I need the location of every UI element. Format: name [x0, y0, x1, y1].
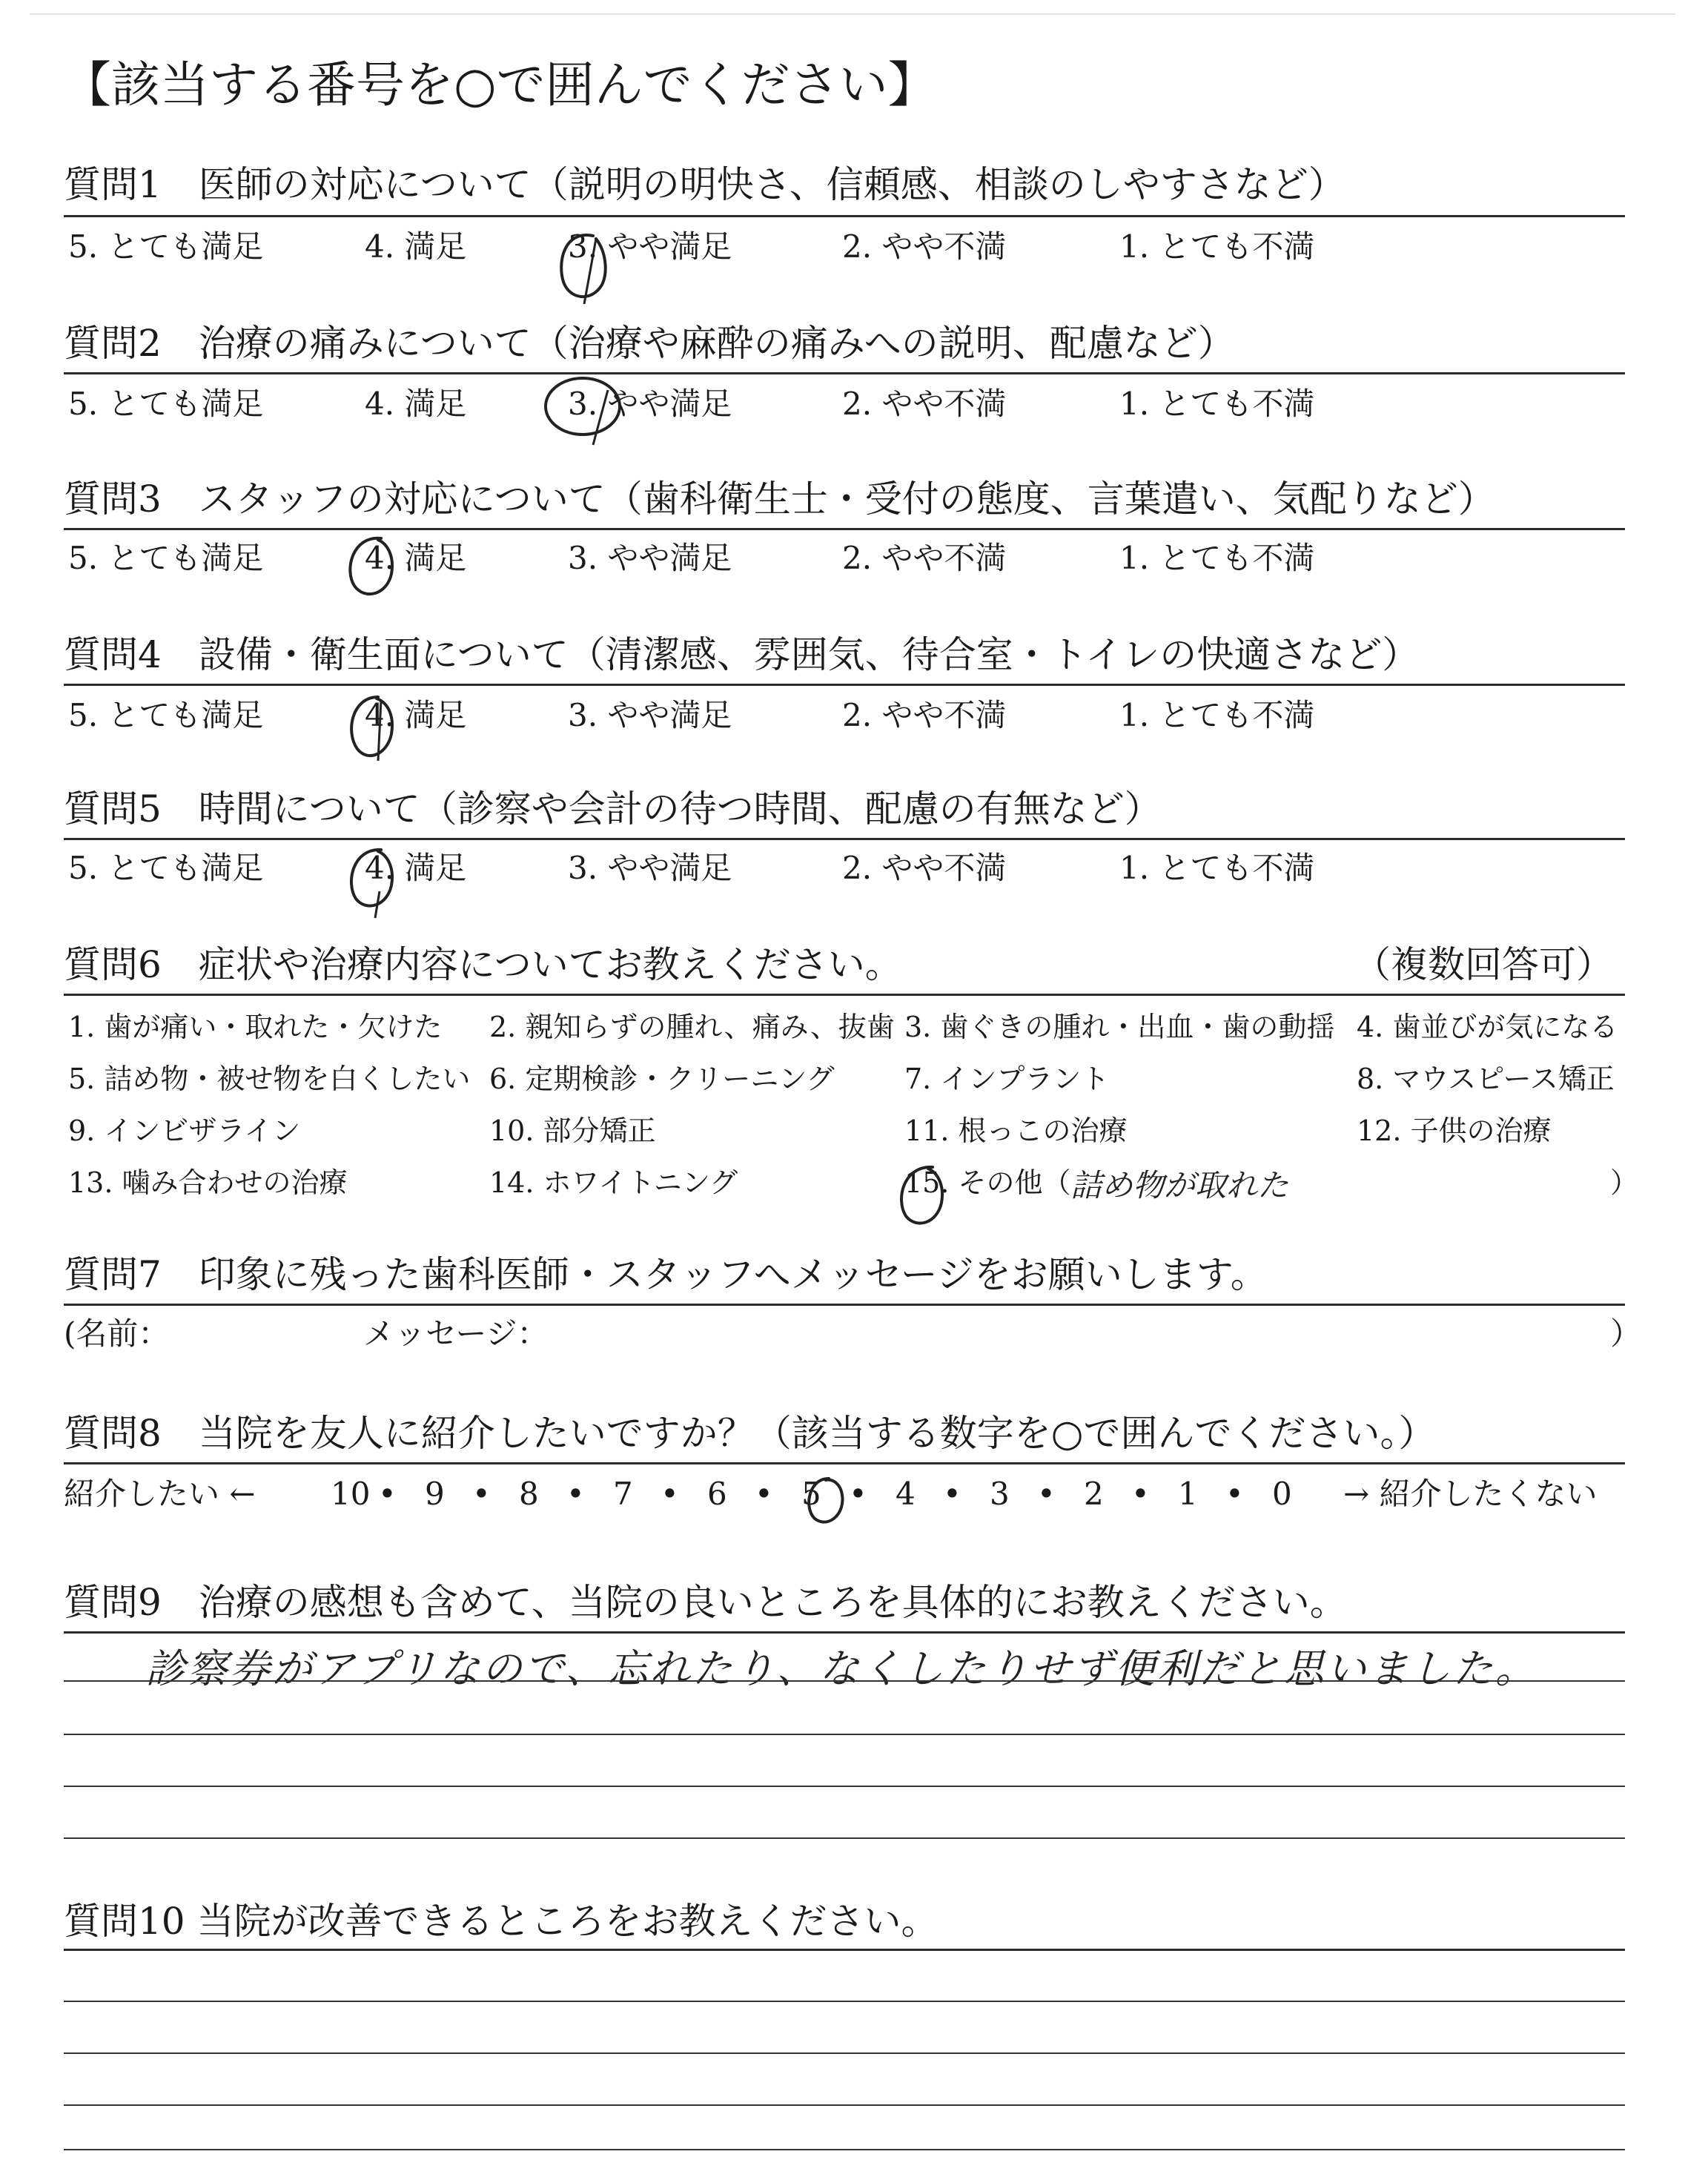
q8-scale-option-9[interactable]: 9: [425, 1476, 445, 1512]
q5-option-2[interactable]: 2. やや不満: [842, 850, 1007, 886]
q10-rule: [64, 1949, 1625, 1951]
instruction-heading: 【該当する番号を○で囲んでください】: [62, 56, 937, 113]
q5-option-5[interactable]: 5. とても満足: [68, 850, 264, 886]
q9-line-3: [64, 1786, 1625, 1787]
q9-line-2: [64, 1734, 1625, 1735]
q6-item-2[interactable]: 2. 親知らずの腫れ、痛み、抜歯: [489, 1011, 895, 1043]
q10-title: 質問10 当院が改善できるところをお教えください。: [64, 1900, 939, 1943]
top-edge: [30, 13, 1675, 15]
q5-title: 質問5 時間について（診察や会計の待つ時間、配慮の有無など）: [64, 787, 1162, 830]
q3-title: 質問3 スタッフの対応について（歯科衛生士・受付の態度、言葉遣い、気配りなど）: [64, 478, 1495, 521]
q2-option-5[interactable]: 5. とても満足: [68, 386, 264, 422]
q10-line-3: [64, 2104, 1625, 2106]
q8-title: 質問8 当院を友人に紹介したいですか？（該当する数字を○で囲んでください。）: [64, 1412, 1436, 1455]
q1-title: 質問1 医師の対応について（説明の明快さ、信頼感、相談のしやすさなど）: [64, 163, 1345, 206]
q8-scale-option-10[interactable]: 10: [331, 1476, 371, 1512]
q3-option-4[interactable]: 4. 満足: [365, 540, 467, 576]
q3-option-5[interactable]: 5. とても満足: [68, 540, 264, 576]
q6-item-6[interactable]: 6. 定期検診・クリーニング: [489, 1063, 835, 1095]
q8-scale-option-6[interactable]: 6: [707, 1476, 727, 1512]
q2-option-1[interactable]: 1. とても不満: [1119, 386, 1315, 422]
q6-item-3[interactable]: 3. 歯ぐきの腫れ・出血・歯の動揺: [904, 1011, 1335, 1043]
q4-rule: [64, 684, 1625, 686]
q6-item-12[interactable]: 12. 子供の治療: [1357, 1114, 1552, 1147]
q6-close-paren: ）: [1610, 1166, 1639, 1199]
q5-option-4[interactable]: 4. 満足: [365, 850, 467, 886]
q1-option-1[interactable]: 1. とても不満: [1119, 228, 1315, 265]
q2-option-4[interactable]: 4. 満足: [365, 386, 467, 422]
q4-option-2[interactable]: 2. やや不満: [842, 697, 1007, 733]
q8-right-label: → 紹介したくない: [1343, 1476, 1598, 1512]
q8-scale-option-1[interactable]: 1: [1178, 1476, 1198, 1512]
q8-scale-option-0[interactable]: 0: [1272, 1476, 1292, 1512]
q8-scale-option-3[interactable]: 3: [990, 1476, 1010, 1512]
q8-scale-separator: •: [943, 1476, 961, 1512]
q8-scale-option-8[interactable]: 8: [519, 1476, 539, 1512]
q2-title: 質問2 治療の痛みについて（治療や麻酔の痛みへの説明、配慮など）: [64, 322, 1235, 365]
q5-option-1[interactable]: 1. とても不満: [1119, 850, 1315, 886]
q1-rule: [64, 215, 1625, 217]
q7-name-label: (名前：: [64, 1315, 170, 1352]
q9-handwritten-answer: 診察券がアプリなので、忘れたり、なくしたりせず便利だと思いました。: [145, 1645, 1537, 1692]
q9-line-4: [64, 1837, 1625, 1839]
q9-line-1: [64, 1680, 1625, 1682]
q3-rule: [64, 528, 1625, 530]
q3-option-1[interactable]: 1. とても不満: [1119, 540, 1315, 576]
q7-close-paren: ）: [1610, 1315, 1642, 1352]
q2-rule: [64, 372, 1625, 374]
q8-scale-option-5[interactable]: 5: [801, 1476, 821, 1512]
q8-scale-separator: •: [661, 1476, 679, 1512]
q8-scale-separator: •: [566, 1476, 585, 1512]
q8-scale-separator: •: [1037, 1476, 1056, 1512]
q7-message-label: メッセージ：: [363, 1315, 549, 1352]
q8-rule: [64, 1462, 1625, 1464]
q6-item-15[interactable]: 15. その他（: [904, 1166, 1071, 1199]
q9-title: 質問9 治療の感想も含めて、当院の良いところを具体的にお教えください。: [64, 1581, 1347, 1624]
q8-scale-separator: •: [1225, 1476, 1244, 1512]
q8-scale-option-7[interactable]: 7: [613, 1476, 633, 1512]
q6-item-7[interactable]: 7. インプラント: [904, 1063, 1110, 1095]
q6-item-14[interactable]: 14. ホワイトニング: [489, 1166, 738, 1199]
q4-title: 質問4 設備・衛生面について（清潔感、雰囲気、待合室・トイレの快適さなど）: [64, 633, 1420, 676]
q8-left-label: 紹介したい ←: [64, 1476, 256, 1512]
q10-line-4: [64, 2149, 1625, 2150]
q1-option-3[interactable]: 3. やや満足: [568, 228, 732, 265]
q6-item-1[interactable]: 1. 歯が痛い・取れた・欠けた: [68, 1011, 443, 1043]
q10-line-2: [64, 2052, 1625, 2054]
q8-scale-separator: •: [849, 1476, 867, 1512]
q2-option-2[interactable]: 2. やや不満: [842, 386, 1007, 422]
q3-option-3[interactable]: 3. やや満足: [568, 540, 732, 576]
q8-scale-option-2[interactable]: 2: [1084, 1476, 1104, 1512]
q1-option-5[interactable]: 5. とても満足: [68, 228, 264, 265]
q6-item-5[interactable]: 5. 詰め物・被せ物を白くしたい: [68, 1063, 471, 1095]
q5-option-3[interactable]: 3. やや満足: [568, 850, 732, 886]
q6-rule: [64, 994, 1625, 996]
q6-item-9[interactable]: 9. インビザライン: [68, 1114, 301, 1147]
q2-option-3[interactable]: 3. やや満足: [568, 386, 732, 422]
q5-rule: [64, 838, 1625, 840]
q6-item-8[interactable]: 8. マウスピース矯正: [1357, 1063, 1615, 1095]
q8-scale-option-4[interactable]: 4: [896, 1476, 916, 1512]
q6-item-11[interactable]: 11. 根っこの治療: [904, 1114, 1128, 1147]
q9-rule: [64, 1631, 1625, 1634]
q3-option-2[interactable]: 2. やや不満: [842, 540, 1007, 576]
q6-item-4[interactable]: 4. 歯並びが気になる: [1357, 1011, 1618, 1043]
q4-option-3[interactable]: 3. やや満足: [568, 697, 732, 733]
q7-title: 質問7 印象に残った歯科医師・スタッフへメッセージをお願いします。: [64, 1253, 1268, 1296]
q6-other-answer: 詰め物が取れた: [1070, 1167, 1289, 1203]
q6-item-10[interactable]: 10. 部分矯正: [489, 1114, 656, 1147]
q6-item-13[interactable]: 13. 噛み合わせの治療: [68, 1166, 348, 1199]
q8-scale-separator: •: [378, 1476, 397, 1512]
q7-rule: [64, 1304, 1625, 1306]
q6-note: （複数回答可）: [1354, 943, 1613, 986]
q8-scale-separator: •: [1131, 1476, 1150, 1512]
q1-option-2[interactable]: 2. やや不満: [842, 228, 1007, 265]
q4-option-5[interactable]: 5. とても満足: [68, 697, 264, 733]
q10-line-1: [64, 2001, 1625, 2002]
q1-option-4[interactable]: 4. 満足: [365, 228, 467, 265]
q4-option-4[interactable]: 4. 満足: [365, 697, 467, 733]
q4-option-1[interactable]: 1. とても不満: [1119, 697, 1315, 733]
q8-scale-separator: •: [755, 1476, 773, 1512]
q6-title: 質問6 症状や治療内容についてお教えください。: [64, 943, 902, 986]
q8-scale-separator: •: [472, 1476, 491, 1512]
